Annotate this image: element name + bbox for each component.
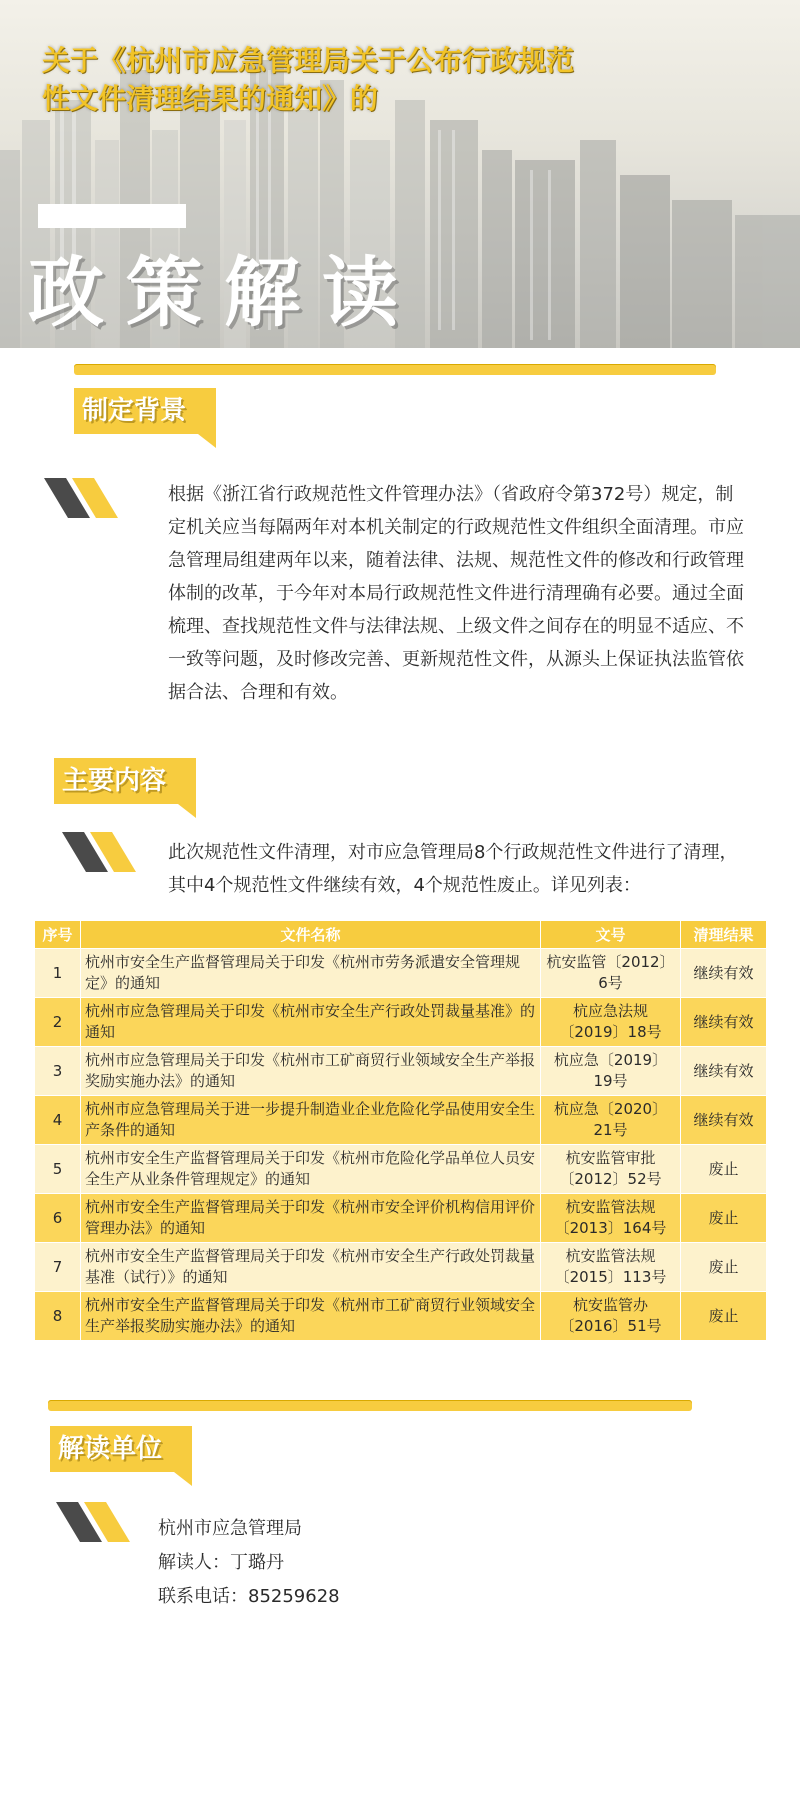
table-row — [35, 1292, 767, 1341]
table-row — [35, 1047, 767, 1096]
col-header-result: 清理结果 — [681, 921, 767, 949]
col-header-doc: 文号 — [541, 921, 681, 949]
cell-no: 2 — [35, 998, 81, 1047]
double-slash-icon — [44, 478, 118, 522]
cell-no: 7 — [35, 1243, 81, 1292]
cell-doc: 杭安监管办〔2016〕51号 — [541, 1292, 681, 1341]
header-banner — [0, 0, 800, 348]
cell-name: 杭州市应急管理局关于印发《杭州市工矿商贸行业领域安全生产举报奖励实施办法》的通知 — [81, 1047, 541, 1096]
cell-result: 继续有效 — [681, 949, 767, 998]
cell-result: 废止 — [681, 1292, 767, 1341]
cell-doc: 杭应急法规〔2019〕18号 — [541, 998, 681, 1047]
cell-name: 杭州市安全生产监督管理局关于印发《杭州市危险化学品单位人员安全生产从业条件管理规定》的通知 — [81, 1145, 541, 1194]
section-heading-unit: 解读单位 — [50, 1426, 192, 1472]
divider-bottom — [48, 1400, 692, 1411]
cell-no: 4 — [35, 1096, 81, 1145]
table-header-row — [35, 921, 767, 949]
table-row — [35, 1243, 767, 1292]
cell-name: 杭州市安全生产监督管理局关于印发《杭州市劳务派遣安全管理规定》的通知 — [81, 949, 541, 998]
double-slash-icon — [56, 1502, 130, 1546]
table-row — [35, 1145, 767, 1194]
cell-result: 废止 — [681, 1145, 767, 1194]
cell-doc: 杭应急〔2019〕19号 — [541, 1047, 681, 1096]
cell-name: 杭州市安全生产监督管理局关于印发《杭州市安全评价机构信用评价管理办法》的通知 — [81, 1194, 541, 1243]
cell-name: 杭州市应急管理局关于进一步提升制造业企业危险化学品使用安全生产条件的通知 — [81, 1096, 541, 1145]
col-header-name: 文件名称 — [81, 921, 541, 949]
section-heading-content: 主要内容 — [54, 758, 196, 804]
policy-interpretation-banner: 政策解读 — [28, 248, 420, 337]
contact-info — [158, 1512, 340, 1614]
cell-doc: 杭安监管〔2012〕6号 — [541, 949, 681, 998]
cell-name: 杭州市安全生产监督管理局关于印发《杭州市工矿商贸行业领域安全生产举报奖励实施办法》的通知 — [81, 1292, 541, 1341]
cell-doc: 杭安监管法规〔2015〕113号 — [541, 1243, 681, 1292]
divider-top — [74, 364, 716, 375]
content-paragraph: 此次规范性文件清理，对市应急管理局8个行政规范性文件进行了清理，其中4个规范性文件继续有效，4个规范性废止。详见列表： — [168, 842, 738, 896]
cell-doc: 杭应急〔2020〕21号 — [541, 1096, 681, 1145]
cell-no: 3 — [35, 1047, 81, 1096]
cell-result: 继续有效 — [681, 1047, 767, 1096]
cell-result: 废止 — [681, 1243, 767, 1292]
cell-no: 8 — [35, 1292, 81, 1341]
cell-doc: 杭安监管法规〔2013〕164号 — [541, 1194, 681, 1243]
table-row — [35, 949, 767, 998]
table-row — [35, 1096, 767, 1145]
contact-phone: 联系电话：85259628 — [158, 1586, 340, 1607]
cell-no: 1 — [35, 949, 81, 998]
file-cleanup-table — [34, 920, 767, 1341]
cell-name: 杭州市应急管理局关于印发《杭州市安全生产行政处罚裁量基准》的通知 — [81, 998, 541, 1047]
cell-no: 5 — [35, 1145, 81, 1194]
interpreter-name: 解读人：丁璐丹 — [158, 1552, 284, 1573]
cell-no: 6 — [35, 1194, 81, 1243]
org-name: 杭州市应急管理局 — [158, 1518, 302, 1539]
table-row — [35, 1194, 767, 1243]
cell-name: 杭州市安全生产监督管理局关于印发《杭州市安全生产行政处罚裁量基准（试行）》的通知 — [81, 1243, 541, 1292]
cell-doc: 杭安监管审批〔2012〕52号 — [541, 1145, 681, 1194]
table-row — [35, 998, 767, 1047]
cell-result: 废止 — [681, 1194, 767, 1243]
double-slash-icon — [62, 832, 136, 876]
background-paragraph: 根据《浙江省行政规范性文件管理办法》（省政府令第372号）规定，制定机关应当每隔两年对本机关制定的行政规范性文件组织全面清理。市应急管理局组建两年以来，随着法律、法规、规范性文件的修改和行政管理体制的改革，于今年对本局行政规范性文件进行清理确有必要。通过全面梳理、查找规范性文件与法律法规、上级文件之间存在的明显不适应、不一致等问题，及时修改完善、更新规范性文件，从源头上保证执法监管依据合法、合理和有效。 — [168, 484, 744, 703]
header-white-bar — [38, 204, 186, 228]
col-header-no: 序号 — [35, 921, 81, 949]
section-heading-background: 制定背景 — [74, 388, 216, 434]
cell-result: 继续有效 — [681, 998, 767, 1047]
page-title: 关于《杭州市应急管理局关于公布行政规范 性文件清理结果的通知》的 — [42, 44, 575, 115]
cell-result: 继续有效 — [681, 1096, 767, 1145]
